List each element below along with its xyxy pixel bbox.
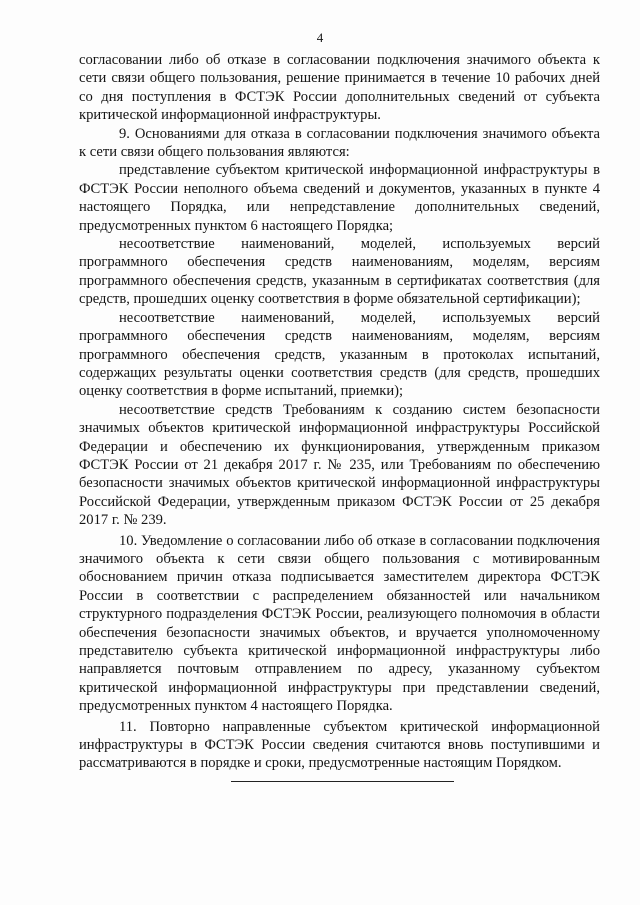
paragraph-10: 10. Уведомление о согласовании либо об отказе в согласовании подключения значимого объекта к сети связи общего пользования с мотивированным обоснованием причин отказа подписывается заместителем директора ФСТЭК России в соответствии с распределением обязанностей или начальником структурного подразделения ФСТЭК России, реализующего полномочия в области обеспечения безопасности значимых объектов, и вручается уполномоченному представителю субъекта критической информационной инфраструктуры либо направляется почтовым отправлением по адресу, указанному субъектом критической информационной инфраструктуры при представлении сведений, предусмотренных пунктом 4 настоящего Порядка. bbox=[79, 532, 600, 715]
page-number: 4 bbox=[316, 30, 324, 45]
paragraph-11: 11. Повторно направленные субъектом критической информационной инфраструктуры в ФСТЭК России сведения считаются вновь поступившими и рассматриваются в порядке и сроки, предусмотренные настоящим Порядком. bbox=[79, 718, 600, 772]
paragraph-9-heading: 9. Основаниями для отказа в согласовании подключения значимого объекта к сети связи общего пользования являются: bbox=[79, 125, 600, 161]
refusal-ground-certificates-mismatch: несоответствие наименований, моделей, используемых версий программного обеспечения средств наименованиям, моделям, версиям программного обеспечения средств, указанным в сертификатах соответствия (для средств, прошедших оценку соответствия в форме обязательной сертификации); bbox=[79, 236, 600, 308]
end-of-document-rule bbox=[231, 781, 454, 782]
document-body bbox=[79, 51, 600, 773]
refusal-ground-incomplete-info: представление субъектом критической информационной инфраструктуры в ФСТЭК России неполного объема сведений и документов, указанных в пункте 4 настоящего Порядка, или непредставление дополнительных сведений, предусмотренных пунктом 6 настоящего Порядка; bbox=[79, 162, 600, 234]
refusal-ground-requirements-mismatch: несоответствие средств Требованиям к созданию систем безопасности значимых объектов критической информационной инфраструктуры Российской Федерации и обеспечению их функционирования, утвержденным приказом ФСТЭК России от 21 декабря 2017 г. № 235, или Требованиям по обеспечению безопасности значимых объектов критической информационной инфраструктуры Российской Федерации, утвержденным приказом ФСТЭК России от 25 декабря 2017 г. № 239. bbox=[79, 401, 600, 529]
refusal-ground-test-protocols-mismatch: несоответствие наименований, моделей, используемых версий программного обеспечения средств наименованиям, моделям, версиям программного обеспечения средств, указанным в протоколах испытаний, содержащих результаты оценки соответствия средств (для средств, прошедших оценку соответствия в форме испытаний, приемки); bbox=[79, 309, 600, 400]
paragraph-continuation: согласовании либо об отказе в согласовании подключения значимого объекта к сети связи общего пользования, решение принимается в течение 10 рабочих дней со дня поступления в ФСТЭК России дополнительных сведений от субъекта критической информационной инфраструктуры. bbox=[79, 52, 600, 124]
